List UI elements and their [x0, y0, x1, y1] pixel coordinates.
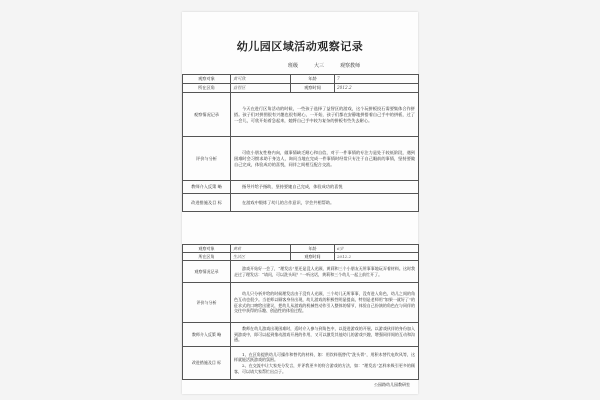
subject-value: 黄可欣: [231, 75, 291, 84]
improve-item-2: 2、在交流中让大家充分发言，并评我更多的符合游戏的方法，如：“理发店”怎样来吸引更多的顾客，可以请大家帮忙出点子。: [234, 363, 415, 374]
area-value: 生活区: [231, 253, 291, 261]
analysis-label: 评价与分析: [183, 283, 231, 323]
time-value: 2012.2: [335, 253, 419, 261]
observation-table-1: [182, 74, 419, 212]
area-label: 所在区角: [183, 253, 231, 261]
intervention-label: 教师介入反策 略: [183, 181, 231, 194]
footer-org: 公园路幼儿园教研室: [374, 382, 410, 387]
area-label: 所在区角: [183, 84, 231, 93]
time-value: 2012.2: [335, 84, 419, 93]
area-value: 益智区: [231, 84, 291, 93]
analysis-label: 评价与分析: [183, 137, 231, 181]
improve-item-1: 1、在区角提供幼儿可操作和替代的材料，如：用饮料瓶替代“洗头膏”，用积木替代电吹风等，这样就能活跃游戏的氛围。: [234, 351, 415, 363]
situation-text: 今天在进行区角活动的时候，一些孩子选择了益智区的游戏，这个玩拼板投石需要集体合作拼搭。孩子们对拼图很有兴趣也很有耐心，一开始，孩子们都在安静地拼搭着自己手中的拼板，过了一会儿，可欣开始着急起来，她将自己手中较为复杂的拼板有些失去耐心。: [231, 93, 419, 137]
intervention-text: 指导并给予指助，坚持要她自己完成，体验成功的喜悦: [231, 181, 419, 194]
age-value: 6岁: [335, 245, 419, 253]
analysis-text: 可欣小朋友性格内向，做事情缺乏耐心和自信，对于一件事情的专注力是处于较低阶段，遇到困难时会习惯求助于身边人，询问当地在完成一件事情时经常只专注于自己眼前的事情，坚持要做自己完成，体验成功的喜悦，同伴之间相互配合交流。: [231, 137, 419, 181]
document-page: [182, 12, 418, 394]
age-label: 年龄: [291, 245, 335, 253]
situation-label: 观察情况记录: [183, 93, 231, 137]
class-label: 班级: [288, 63, 299, 69]
intervention-label: 教师介入反策 略: [183, 323, 231, 347]
observation-table-2: [182, 244, 419, 380]
improve-text: 在游戏中锻炼了幼儿的合作意识，学会共相帮助。: [231, 194, 419, 212]
improve-label: 改进措施及目 标: [183, 194, 231, 212]
improve-label: 改进措施及目 标: [183, 347, 231, 380]
subject-label: 观察对象: [183, 75, 231, 84]
age-label: 年龄: [291, 75, 335, 84]
subject-value: 黄莉: [231, 245, 291, 253]
time-label: 观察时间: [291, 84, 335, 93]
situation-label: 观察情况记录: [183, 261, 231, 283]
time-label: 观察时间: [291, 253, 335, 261]
situation-text: 游戏开始好一会了，“理发店”里还是没人光顾，黄莉和三个小朋友无所事事地玩弄着材料。这时我走过了理发店：“请问，可以洗头吗？”一听这话，黄莉和三个幼儿一起上前忙开了。: [231, 261, 419, 283]
subject-label: 观察对象: [183, 245, 231, 253]
improve-text: [231, 347, 419, 380]
age-value: 7: [335, 75, 419, 84]
analysis-text: 幼儿只分析并给的时候理发店由于没有人光顾，三个幼儿无所事事，没有进入角色，幼儿之间的角色互动也很少。当老师以顾客身份出现，幼儿游戏的积极性明显提高，特别是老师用“如果一就好了”的征求式的口吻给出建议，把幼儿从游戏的机械性动作引入整体的情节，体验自己扮演的角色在与同伴的交往中获得的乐趣、创造性的体验过程。: [231, 283, 419, 323]
class-value: 大三: [314, 63, 325, 69]
teacher-label: 观察教师: [340, 63, 361, 69]
page-title: 幼儿园区域活动观察记录: [236, 40, 364, 53]
intervention-text: 教师在幼儿游戏出现困难时，适时介入参与到角色中，以促进游戏的开展。以游戏伙伴的身份加入到游戏中，即可以起到推动游戏开展的作用，又可以激发其他幼儿的游戏兴趣，增强同伴间的互动和沟通。: [231, 323, 419, 347]
